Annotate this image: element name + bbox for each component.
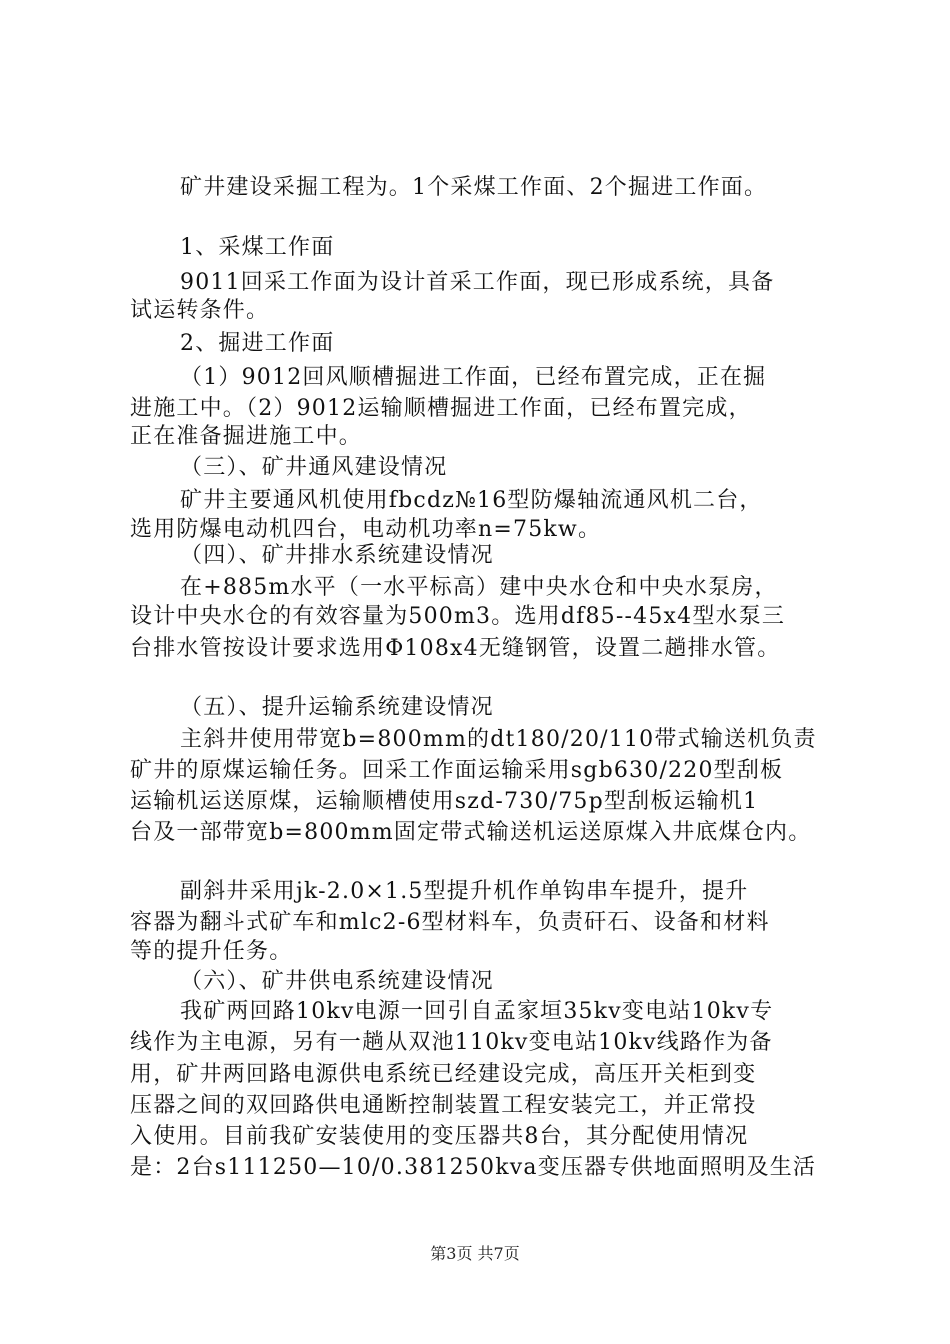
- text-line: 主斜井使用带宽b=800mm的dt180/20/110带式输送机负责: [180, 727, 817, 752]
- section-heading: 1、采煤工作面: [180, 235, 335, 260]
- text-line: 试运转条件。: [130, 298, 270, 323]
- text-line: 矿井主要通风机使用fbcdz№16型防爆轴流通风机二台，: [180, 488, 763, 513]
- text-line: 我矿两回路10kv电源一回引自孟家垣35kv变电站10kv专: [180, 999, 774, 1024]
- section-heading: （三）、矿井通风建设情况: [180, 455, 448, 480]
- section-heading: （五）、提升运输系统建设情况: [180, 695, 494, 720]
- section-heading: （四）、矿井排水系统建设情况: [180, 543, 494, 568]
- text-line: 线作为主电源，另有一趟从双池110kv变电站10kv线路作为备: [130, 1030, 773, 1055]
- text-line: 压器之间的双回路供电通断控制装置工程安装完工，并正常投: [130, 1093, 757, 1118]
- text-line: 9011回采工作面为设计首采工作面，现已形成系统，具备: [180, 270, 775, 295]
- text-line: 选用防爆电动机四台，电动机功率n=75kw。: [130, 517, 602, 542]
- text-line: 副斜井采用jk-2.0×1.5型提升机作单钩串车提升，提升: [180, 879, 749, 904]
- page-number-footer: 第3页 共7页: [430, 1244, 520, 1263]
- section-heading: （六）、矿井供电系统建设情况: [180, 969, 494, 994]
- text-line: 台排水管按设计要求选用Φ108x4无缝钢管，设置二趟排水管。: [130, 636, 781, 661]
- text-line: 台及一部带宽b=800mm固定带式输送机运送原煤入井底煤仓内。: [130, 820, 812, 845]
- text-line: 矿井的原煤运输任务。回采工作面运输采用sgb630/220型刮板: [130, 758, 784, 783]
- section-heading: 2、掘进工作面: [180, 331, 335, 356]
- text-line: 在+885m水平（一水平标高）建中央水仓和中央水泵房，: [180, 575, 778, 600]
- text-line: 进施工中。（2）9012运输顺槽掘进工作面，已经布置完成，: [130, 396, 752, 421]
- text-line: 正在准备掘进施工中。: [130, 424, 363, 449]
- text-line: 设计中央水仓的有效容量为500m3。选用df85--45x4型水泵三: [130, 604, 786, 629]
- text-line: 运输机运送原煤，运输顺槽使用szd-730/75p型刮板运输机1: [130, 789, 759, 814]
- text-line: 等的提升任务。: [130, 939, 293, 964]
- text-line: 是：2台s111250—10/0.381250kva变压器专供地面照明及生活: [130, 1155, 817, 1180]
- text-line: 容器为翻斗式矿车和mlc2-6型材料车，负责矸石、设备和材料: [130, 910, 770, 935]
- text-line: （1）9012回风顺槽掘进工作面，已经布置完成，正在掘: [180, 365, 767, 390]
- text-line: 用，矿井两回路电源供电系统已经建设完成，高压开关柜到变: [130, 1062, 757, 1087]
- text-line: 矿井建设采掘工程为。1个采煤工作面、2个掘进工作面。: [180, 175, 768, 200]
- text-line: 入使用。目前我矿安装使用的变压器共8台，其分配使用情况: [130, 1124, 749, 1149]
